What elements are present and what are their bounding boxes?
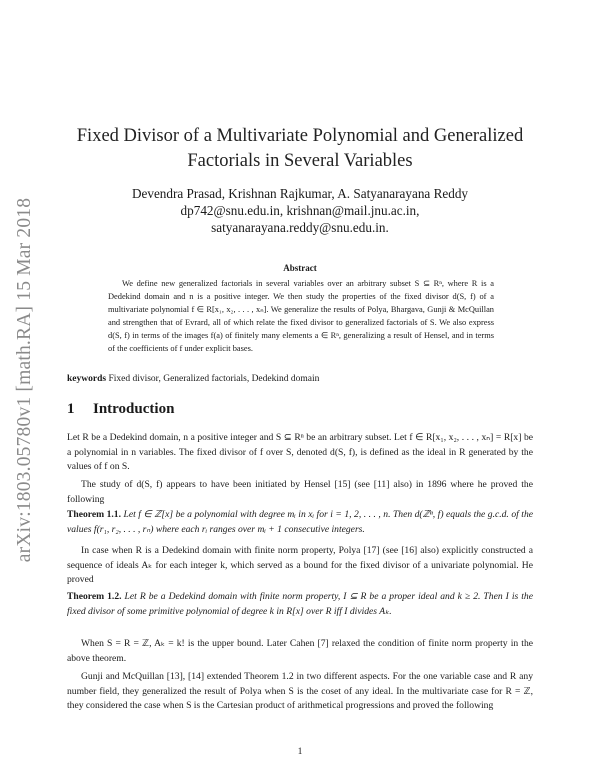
theorem-1-1-label: Theorem 1.1. <box>67 509 122 520</box>
keywords-line <box>67 374 547 384</box>
theorem-1-1 <box>67 508 533 537</box>
theorem-1-2-text: Let R be a Dedekind domain with finite norm property, I ⊆ R be a proper ideal and k ≥ 2. Then I is the fixed divisor of some primitive polynomial of degree k in R[x] over R iff I divides Aₖ. <box>67 591 533 617</box>
paragraph-2: The study of d(S, f) appears to have been initiated by Hensel [15] (see [11] also) in 1896 where he proved the following <box>67 479 533 505</box>
paragraph-1: Let R be a Dedekind domain, n a positive integer and S ⊆ Rⁿ be an arbitrary subset. Let f ∈ R[x₁, x₂, . . . , xₙ] = R[x] be a polynomial in n variables. The fixed divisor of f over S, denoted d(S, f), is defined as the ideal in R generated by the values of f on S. <box>67 432 533 472</box>
author-emails-2: satyanarayana.reddy@snu.edu.in. <box>211 220 389 235</box>
theorem-1-2-label: Theorem 1.2. <box>67 591 122 602</box>
arxiv-stamp-text: arXiv:1803.05780v1 [math.RA] 15 Mar 2018 <box>14 197 35 563</box>
author-emails-1: dp742@snu.edu.in, krishnan@mail.jnu.ac.in, <box>180 203 420 218</box>
abstract-body: We define new generalized factorials in several variables over an arbitrary subset S ⊆ Rⁿ, where R is a Dedekind domain and n is a positive integer. We then study the properties of the fixed divisor d(S, f) of a multivariate polynomial f ∈ R[x₁, x₂, . . . , xₙ]. We generalize the results of Polya, Bhargava, Gunji & McQuillan and strengthen that of Evrard, all of which relate the fixed divisor to generalized factorials of S. We also express d(S, f) in terms of the images f(a) of finitely many elements a ∈ Rⁿ, generalizing a result of Hensel, and in terms of the coefficients of f under explicit bases. <box>108 279 494 353</box>
title-line-2: Factorials in Several Variables <box>187 151 413 171</box>
section-heading <box>67 401 174 418</box>
abstract-heading: Abstract <box>283 263 317 273</box>
keywords-label: keywords <box>67 374 107 384</box>
page-number: 1 <box>297 746 303 757</box>
author-block <box>60 185 540 236</box>
paragraph-4: When S = R = ℤ, Aₖ = k! is the upper bound. Later Cahen [7] relaxed the condition of finite norm property in the above theorem. <box>67 638 533 664</box>
section-number: 1 <box>67 401 75 417</box>
keywords-text: Fixed divisor, Generalized factorials, Dedekind domain <box>106 374 320 384</box>
paper-title <box>60 124 540 174</box>
theorem-1-1-text: Let f ∈ ℤ[x] be a polynomial with degree mᵢ in xᵢ for i = 1, 2, . . . , n. Then d(ℤⁿ, f) equals the g.c.d. of the values f(r₁, r₂, . . . , rₙ) where each rᵢ ranges over mᵢ + 1 consecutive integers. <box>67 509 533 535</box>
title-line-1: Fixed Divisor of a Multivariate Polynomial and Generalized <box>76 126 524 146</box>
author-names: Devendra Prasad, Krishnan Rajkumar, A. Satyanarayana Reddy <box>131 186 469 201</box>
section-title: Introduction <box>93 401 175 417</box>
arxiv-stamp <box>10 190 40 570</box>
paragraph-5: Gunji and McQuillan [13], [14] extended Theorem 1.2 in two different aspects. For the one variable case and R any number field, they generalized the result of Polya when S is the coset of any ideal. In the multivariate case for R = ℤ, they considered the case when S is the Cartesian product of arithmetical progressions and proved the following <box>67 671 533 711</box>
theorem-1-2 <box>67 590 533 619</box>
paragraph-3: In case when R is a Dedekind domain with finite norm property, Polya [17] (see [16] also) explicitly constructed a sequence of ideals Aₖ for each integer k, which served as a bound for the fixed divisor of a univariate polynomial. He proved <box>67 545 533 585</box>
